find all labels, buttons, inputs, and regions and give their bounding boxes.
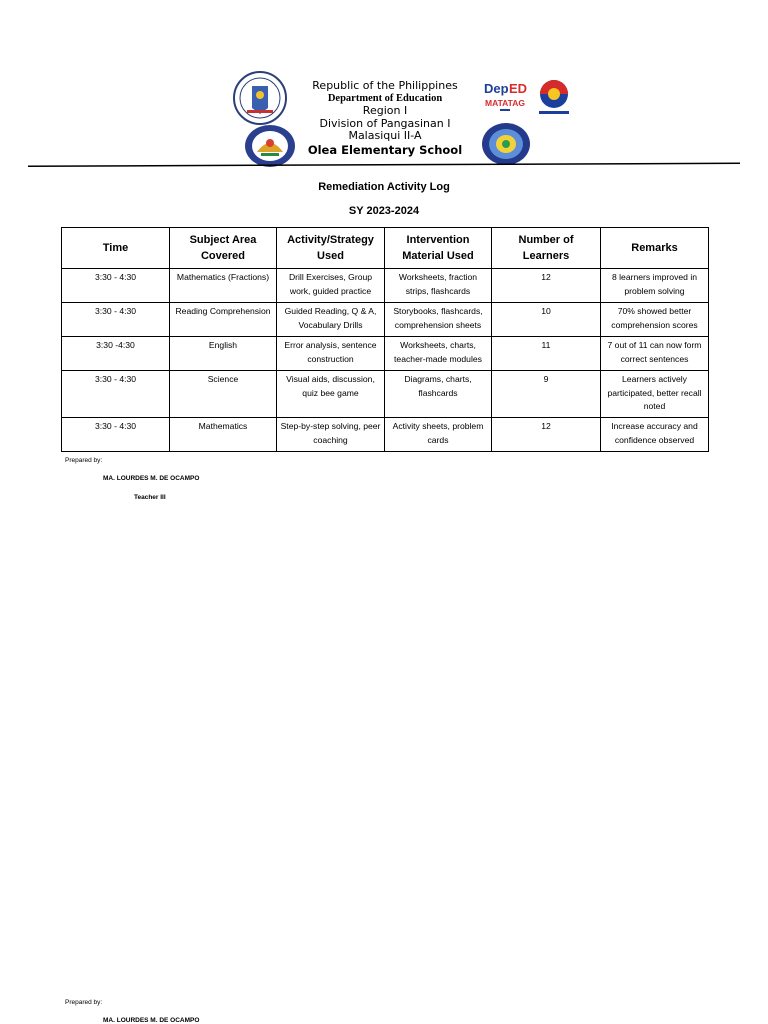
school-name: Olea Elementary School [307, 142, 463, 157]
cell-time: 3:30 - 4:30 [62, 371, 170, 418]
table-row [62, 269, 709, 303]
cell-material: Worksheets, charts, teacher-made modules [385, 337, 492, 371]
cell-material: Worksheets, fraction strips, flashcards [385, 269, 492, 303]
header-divider [28, 161, 740, 167]
cell-learners: 11 [492, 337, 601, 371]
cell-material: Activity sheets, problem cards [385, 418, 492, 452]
school-seal-icon [480, 122, 532, 166]
svg-text:Dep: Dep [484, 81, 509, 96]
deped-seal-icon [230, 70, 290, 126]
table-row [62, 418, 709, 452]
school-year: SY 2023-2024 [348, 205, 420, 217]
signatory-name-repeat: MA. LOURDES M. DE OCAMPO [103, 1017, 200, 1024]
cell-remarks: 8 learners improved in problem solving [601, 269, 709, 303]
cell-subject: Reading Comprehension [170, 303, 277, 337]
document-title: Remediation Activity Log [318, 181, 450, 193]
table-row [62, 303, 709, 337]
bagong-pilipinas-logo-icon [536, 78, 572, 116]
cell-activity: Error analysis, sentence construction [277, 337, 385, 371]
cell-remarks: Increase accuracy and confidence observed [601, 418, 709, 452]
cell-activity: Visual aids, discussion, quiz bee game [277, 371, 385, 418]
department-label: Department of Education [327, 92, 443, 104]
remediation-log-table [61, 227, 709, 452]
cell-time: 3:30 - 4:30 [62, 269, 170, 303]
svg-text:ED: ED [509, 81, 528, 96]
table-header-row [62, 228, 709, 269]
column-header-time: Time [62, 228, 170, 269]
cell-subject: Mathematics (Fractions) [170, 269, 277, 303]
header-block [300, 80, 470, 156]
signatory-name: MA. LOURDES M. DE OCAMPO [103, 475, 200, 482]
cell-learners: 12 [492, 269, 601, 303]
district-label: Malasiqui II-A [348, 129, 422, 142]
cell-material: Diagrams, charts, flashcards [385, 371, 492, 418]
table-row [62, 337, 709, 371]
cell-activity: Guided Reading, Q & A, Vocabulary Drills [277, 303, 385, 337]
region-label: Region I [362, 104, 408, 117]
cell-activity: Drill Exercises, Group work, guided practice [277, 269, 385, 303]
cell-learners: 12 [492, 418, 601, 452]
cell-time: 3:30 - 4:30 [62, 303, 170, 337]
cell-learners: 10 [492, 303, 601, 337]
cell-subject: Science [170, 371, 277, 418]
svg-text:MATATAG: MATATAG [485, 98, 525, 108]
cell-learners: 9 [492, 371, 601, 418]
signatory-position: Teacher III [134, 494, 166, 501]
column-header-remarks: Remarks [601, 228, 709, 269]
column-header-material: Intervention Material Used [385, 228, 492, 269]
cell-time: 3:30 - 4:30 [62, 418, 170, 452]
cell-activity: Step-by-step solving, peer coaching [277, 418, 385, 452]
cell-material: Storybooks, flashcards, comprehension sheets [385, 303, 492, 337]
cell-time: 3:30 -4:30 [62, 337, 170, 371]
deped-matatag-logo-icon [482, 78, 532, 114]
column-header-subject: Subject Area Covered [170, 228, 277, 269]
table-row [62, 371, 709, 418]
prepared-by-label: Prepared by: [65, 457, 103, 464]
cell-remarks: Learners actively participated, better recall noted [601, 371, 709, 418]
cell-remarks: 70% showed better comprehension scores [601, 303, 709, 337]
republic-label: Republic of the Philippines [312, 79, 458, 92]
cell-subject: Mathematics [170, 418, 277, 452]
division-label: Division of Pangasinan I [319, 116, 451, 130]
cell-remarks: 7 out of 11 can now form correct sentences [601, 337, 709, 371]
column-header-learners: Number of Learners [492, 228, 601, 269]
cell-subject: English [170, 337, 277, 371]
prepared-by-label-repeat: Prepared by: [65, 999, 103, 1006]
column-header-activity: Activity/Strategy Used [277, 228, 385, 269]
